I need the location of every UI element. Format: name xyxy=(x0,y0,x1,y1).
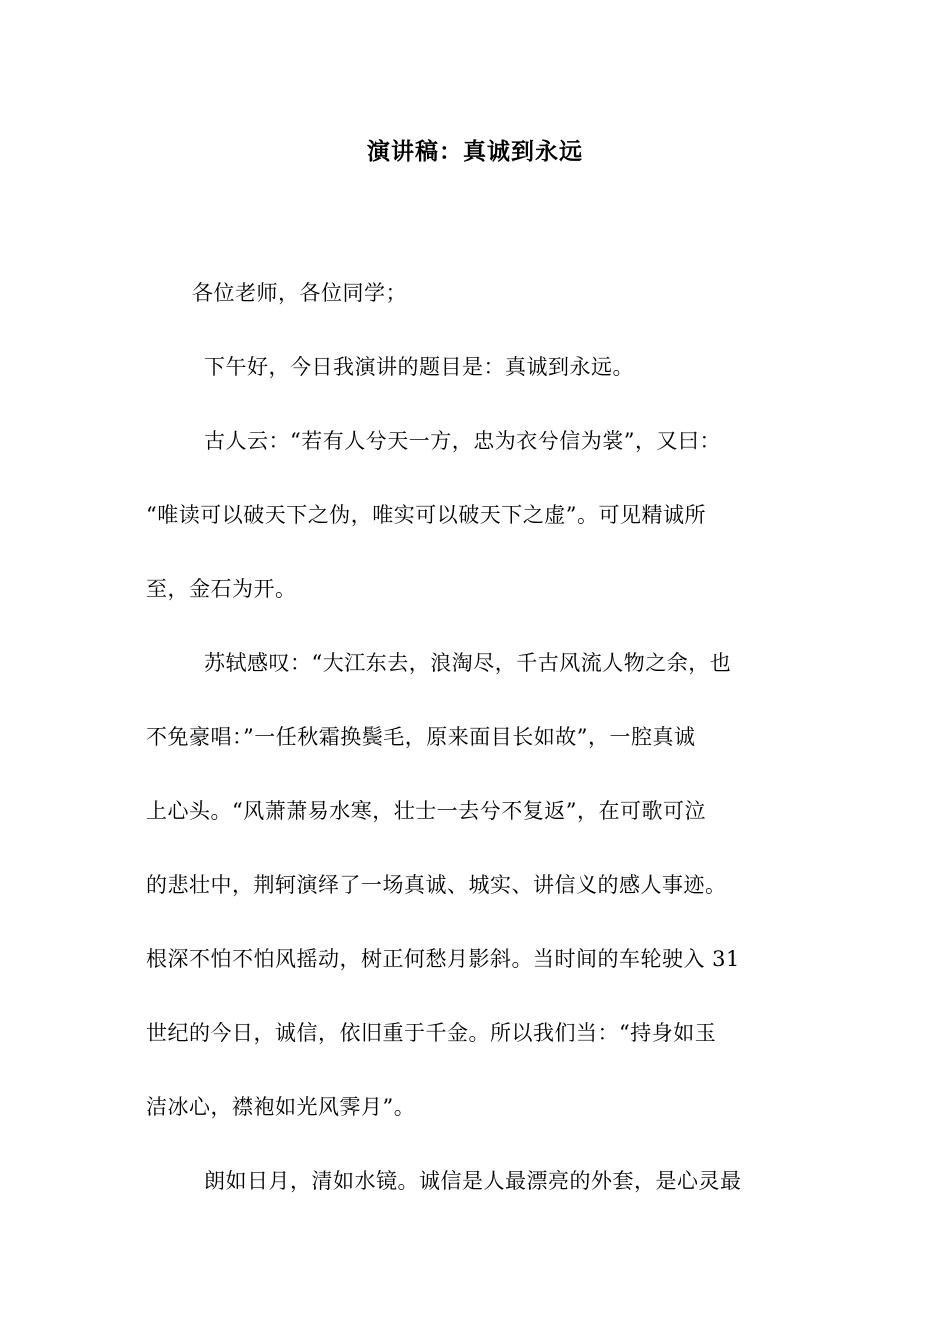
paragraph-line: 朗如日月，清如水镜。诚信是人最漂亮的外套，是心灵最 xyxy=(204,1169,742,1193)
paragraph-line: 根深不怕不怕风摇动，树正何愁月影斜。当时间的车轮驶入 31 xyxy=(146,947,740,971)
document-title: 演讲稿：真诚到永远 xyxy=(367,138,583,165)
paragraph-line: 下午好，今日我演讲的题目是：真诚到永远。 xyxy=(204,355,634,379)
paragraph-line: 的悲壮中，荆轲演绎了一场真诚、城实、讲信义的感人事迹。 xyxy=(146,873,727,897)
paragraph-line: 洁冰心，襟袍如光风霁月”。 xyxy=(146,1095,416,1119)
paragraph-line: “唯读可以破天下之伪，唯实可以破天下之虚”。可见精诚所 xyxy=(146,503,706,527)
paragraph-line: 古人云：“若有人兮天一方，忠为衣兮信为裳”，又曰： xyxy=(204,429,721,453)
paragraph-line: 上心头。“风萧萧易水寒，壮士一去兮不复返”，在可歌可泣 xyxy=(146,799,706,823)
paragraph-line: 世纪的今日，诚信，依旧重于千金。所以我们当：“持身如玉 xyxy=(146,1021,717,1045)
paragraph-line: 不免豪唱：”一任秋霜换鬓毛，原来面目长如故”，一腔真诚 xyxy=(146,725,696,749)
paragraph-line: 苏轼感叹：“大江东去，浪淘尽，千古风流人物之余，也 xyxy=(204,651,732,675)
document-body xyxy=(146,256,806,1218)
paragraph-line: 各位老师，各位同学； xyxy=(192,281,407,305)
paragraph-line: 至，金石为开。 xyxy=(146,577,297,601)
